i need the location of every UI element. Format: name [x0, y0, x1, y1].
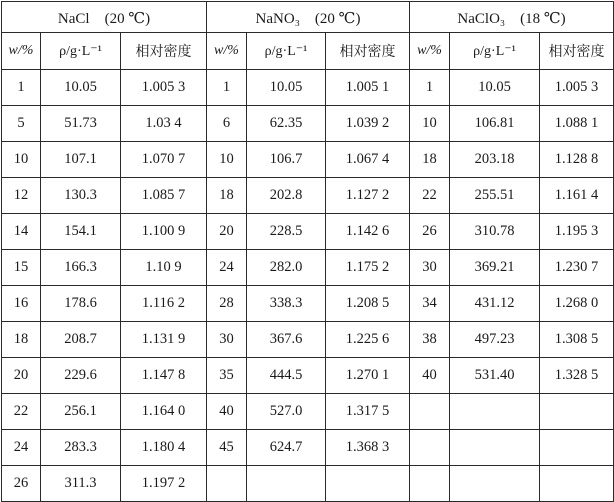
cell-density: 283.3: [41, 430, 121, 466]
cell-relative-density: 1.127 2: [326, 178, 410, 214]
cell-density: 367.6: [247, 322, 326, 358]
cell-density: 497.23: [450, 322, 540, 358]
cell-mass-fraction: 20: [2, 358, 41, 394]
cell-density: [450, 466, 540, 502]
cell-relative-density: 1.317 5: [326, 394, 410, 430]
col-header-relative-density: 相对密度: [326, 33, 410, 70]
cell-relative-density: 1.005 1: [326, 70, 410, 106]
cell-relative-density: 1.100 9: [121, 214, 207, 250]
group-header-nacl: NaCl (20 ℃): [2, 2, 207, 33]
cell-density: 369.21: [450, 250, 540, 286]
cell-relative-density: 1.067 4: [326, 142, 410, 178]
cell-density: 256.1: [41, 394, 121, 430]
cell-relative-density: 1.131 9: [121, 322, 207, 358]
cell-relative-density: 1.142 6: [326, 214, 410, 250]
table-row: [2, 358, 614, 394]
cell-mass-fraction: 20: [207, 214, 247, 250]
col-header-density: ρ/g·L⁻¹: [247, 33, 326, 70]
table-body: [2, 70, 614, 502]
cell-mass-fraction: 18: [207, 178, 247, 214]
cell-density: 444.5: [247, 358, 326, 394]
table-row: [2, 286, 614, 322]
cell-relative-density: 1.088 1: [540, 106, 614, 142]
cell-relative-density: 1.308 5: [540, 322, 614, 358]
cell-mass-fraction: 40: [207, 394, 247, 430]
col-header-density: ρ/g·L⁻¹: [450, 33, 540, 70]
cell-relative-density: 1.147 8: [121, 358, 207, 394]
cell-mass-fraction: 18: [2, 322, 41, 358]
cell-density: 310.78: [450, 214, 540, 250]
cell-relative-density: 1.03 4: [121, 106, 207, 142]
cell-mass-fraction: 1: [2, 70, 41, 106]
cell-mass-fraction: [410, 394, 450, 430]
cell-mass-fraction: 38: [410, 322, 450, 358]
cell-density: 282.0: [247, 250, 326, 286]
cell-mass-fraction: 35: [207, 358, 247, 394]
cell-relative-density: 1.161 4: [540, 178, 614, 214]
cell-density: 311.3: [41, 466, 121, 502]
cell-density: 106.7: [247, 142, 326, 178]
table-row: [2, 106, 614, 142]
col-header-relative-density: 相对密度: [540, 33, 614, 70]
group-header-nano3: NaNO₃ (20 ℃): [207, 2, 410, 33]
cell-density: 10.05: [41, 70, 121, 106]
cell-density: [450, 430, 540, 466]
cell-mass-fraction: 12: [2, 178, 41, 214]
cell-density: 208.7: [41, 322, 121, 358]
cell-density: 202.8: [247, 178, 326, 214]
table-row: [2, 178, 614, 214]
cell-density: 10.05: [247, 70, 326, 106]
table-row: [2, 466, 614, 502]
col-header-mass-fraction: w/%: [207, 33, 247, 70]
cell-mass-fraction: [410, 430, 450, 466]
col-header-mass-fraction: w/%: [2, 33, 41, 70]
cell-relative-density: 1.10 9: [121, 250, 207, 286]
cell-relative-density: 1.128 8: [540, 142, 614, 178]
table-row: [2, 250, 614, 286]
cell-mass-fraction: 26: [410, 214, 450, 250]
cell-mass-fraction: 1: [207, 70, 247, 106]
cell-density: 431.12: [450, 286, 540, 322]
cell-density: 203.18: [450, 142, 540, 178]
cell-density: [247, 466, 326, 502]
cell-relative-density: 1.164 0: [121, 394, 207, 430]
table-row: [2, 70, 614, 106]
cell-density: 154.1: [41, 214, 121, 250]
cell-density: 338.3: [247, 286, 326, 322]
cell-relative-density: 1.180 4: [121, 430, 207, 466]
cell-relative-density: 1.039 2: [326, 106, 410, 142]
cell-mass-fraction: 30: [410, 250, 450, 286]
cell-mass-fraction: 22: [2, 394, 41, 430]
cell-mass-fraction: 5: [2, 106, 41, 142]
cell-relative-density: 1.175 2: [326, 250, 410, 286]
cell-mass-fraction: 24: [207, 250, 247, 286]
cell-relative-density: [540, 430, 614, 466]
cell-mass-fraction: 26: [2, 466, 41, 502]
cell-density: 229.6: [41, 358, 121, 394]
cell-relative-density: 1.328 5: [540, 358, 614, 394]
cell-mass-fraction: 14: [2, 214, 41, 250]
cell-mass-fraction: 34: [410, 286, 450, 322]
cell-mass-fraction: 15: [2, 250, 41, 286]
cell-relative-density: 1.005 3: [540, 70, 614, 106]
cell-density: 228.5: [247, 214, 326, 250]
cell-density: 255.51: [450, 178, 540, 214]
table-row: [2, 142, 614, 178]
table-row: [2, 394, 614, 430]
table-row: [2, 430, 614, 466]
cell-density: 107.1: [41, 142, 121, 178]
cell-mass-fraction: 10: [207, 142, 247, 178]
column-header-row: [2, 33, 614, 70]
cell-mass-fraction: 18: [410, 142, 450, 178]
cell-density: 10.05: [450, 70, 540, 106]
cell-density: [450, 394, 540, 430]
cell-density: 178.6: [41, 286, 121, 322]
cell-density: 624.7: [247, 430, 326, 466]
cell-mass-fraction: 10: [2, 142, 41, 178]
cell-density: 527.0: [247, 394, 326, 430]
col-header-mass-fraction: w/%: [410, 33, 450, 70]
cell-mass-fraction: 40: [410, 358, 450, 394]
cell-relative-density: 1.225 6: [326, 322, 410, 358]
cell-relative-density: [540, 394, 614, 430]
cell-relative-density: 1.070 7: [121, 142, 207, 178]
cell-relative-density: 1.230 7: [540, 250, 614, 286]
cell-relative-density: 1.208 5: [326, 286, 410, 322]
cell-mass-fraction: 30: [207, 322, 247, 358]
table-row: [2, 214, 614, 250]
group-header-row: [2, 2, 614, 33]
cell-relative-density: [540, 466, 614, 502]
cell-mass-fraction: 28: [207, 286, 247, 322]
cell-relative-density: [326, 466, 410, 502]
col-header-density: ρ/g·L⁻¹: [41, 33, 121, 70]
cell-relative-density: 1.005 3: [121, 70, 207, 106]
group-header-naclo3: NaClO₃ (18 ℃): [410, 2, 614, 33]
cell-density: 106.81: [450, 106, 540, 142]
cell-mass-fraction: 16: [2, 286, 41, 322]
cell-relative-density: 1.268 0: [540, 286, 614, 322]
cell-mass-fraction: 6: [207, 106, 247, 142]
table-row: [2, 322, 614, 358]
cell-density: 130.3: [41, 178, 121, 214]
cell-mass-fraction: 1: [410, 70, 450, 106]
cell-relative-density: 1.368 3: [326, 430, 410, 466]
cell-relative-density: 1.195 3: [540, 214, 614, 250]
cell-mass-fraction: 45: [207, 430, 247, 466]
cell-density: 531.40: [450, 358, 540, 394]
cell-relative-density: 1.270 1: [326, 358, 410, 394]
cell-mass-fraction: [207, 466, 247, 502]
cell-mass-fraction: 10: [410, 106, 450, 142]
cell-relative-density: 1.197 2: [121, 466, 207, 502]
cell-mass-fraction: 22: [410, 178, 450, 214]
cell-density: 166.3: [41, 250, 121, 286]
cell-density: 62.35: [247, 106, 326, 142]
col-header-relative-density: 相对密度: [121, 33, 207, 70]
cell-density: 51.73: [41, 106, 121, 142]
cell-mass-fraction: [410, 466, 450, 502]
density-table: [1, 1, 614, 502]
cell-mass-fraction: 24: [2, 430, 41, 466]
cell-relative-density: 1.085 7: [121, 178, 207, 214]
cell-relative-density: 1.116 2: [121, 286, 207, 322]
